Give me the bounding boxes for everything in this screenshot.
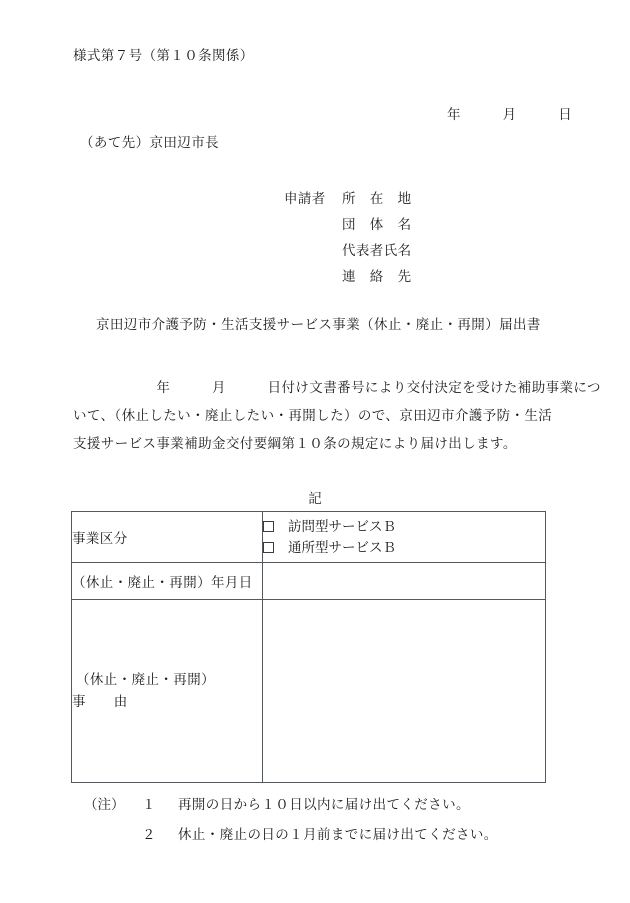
addressee-line: （あて先）京田辺市長 [80, 135, 219, 150]
table-row-business-category [72, 512, 546, 563]
applicant-label-location: 所 在 地 [342, 191, 412, 206]
note-number-1: １ [142, 797, 156, 812]
notes-section [84, 790, 498, 850]
notes-tag: （注） [84, 797, 125, 812]
checkbox-list [263, 512, 545, 562]
note-text-1: 再開の日から１０日以内に届け出てください。 [178, 797, 470, 812]
note-text-2: 休止・廃止の日の１月前までに届け出てください。 [178, 827, 498, 842]
form-number: 様式第７号（第１０条関係） [73, 48, 254, 63]
note-item-1 [84, 790, 498, 820]
applicant-prefix: 申請者 [284, 191, 326, 206]
applicant-row-contact [284, 264, 428, 290]
body-line-1: 年 月 日付け文書番号により交付決定を受けた補助事業につ [73, 380, 601, 395]
document-title: 京田辺市介護予防・生活支援サービス事業（休止・廃止・再開）届出書 [96, 317, 541, 332]
applicant-label-organization: 団 体 名 [342, 217, 412, 232]
ki-marker: 記 [308, 491, 322, 506]
reason-label-line-1: （休止・廃止・再開） [76, 672, 215, 687]
checkbox-label-commuting-service-b: 通所型サービスＢ [288, 540, 396, 555]
table-row-reason [72, 600, 546, 783]
applicant-row-organization [284, 212, 428, 238]
checkbox-option-commuting-service-b[interactable] [263, 537, 545, 558]
applicant-block [284, 186, 428, 290]
note-item-2 [84, 820, 498, 850]
applicant-label-representative: 代表者氏名 [342, 243, 412, 258]
cell-value-effective-date[interactable] [263, 563, 546, 600]
cell-label-business-category: 事業区分 [72, 512, 263, 563]
body-line-2: いて、（休止したい・廃止したい・再開した）ので、京田辺市介護予防・生活 [73, 408, 553, 423]
body-line-3: 支援サービス事業補助金交付要綱第１０条の規定により届け出します。 [73, 436, 517, 451]
checkbox-icon[interactable] [263, 542, 274, 553]
reason-label-line-2: 事 由 [72, 694, 128, 709]
cell-value-reason[interactable] [263, 600, 546, 783]
checkbox-label-visiting-service-b: 訪問型サービスＢ [288, 519, 396, 534]
form-table [71, 511, 546, 783]
cell-label-reason [72, 600, 263, 783]
table-row-effective-date [72, 563, 546, 600]
cell-value-business-category[interactable] [263, 512, 546, 563]
cell-label-effective-date: （休止・廃止・再開）年月日 [72, 563, 263, 600]
note-number-2: ２ [142, 827, 156, 842]
date-line: 年 月 日 [447, 107, 573, 122]
applicant-label-contact: 連 絡 先 [342, 269, 412, 284]
applicant-row-representative [284, 238, 428, 264]
body-paragraph [73, 374, 601, 458]
applicant-row-location [284, 186, 428, 212]
checkbox-option-visiting-service-b[interactable] [263, 516, 545, 537]
checkbox-icon[interactable] [263, 521, 274, 532]
